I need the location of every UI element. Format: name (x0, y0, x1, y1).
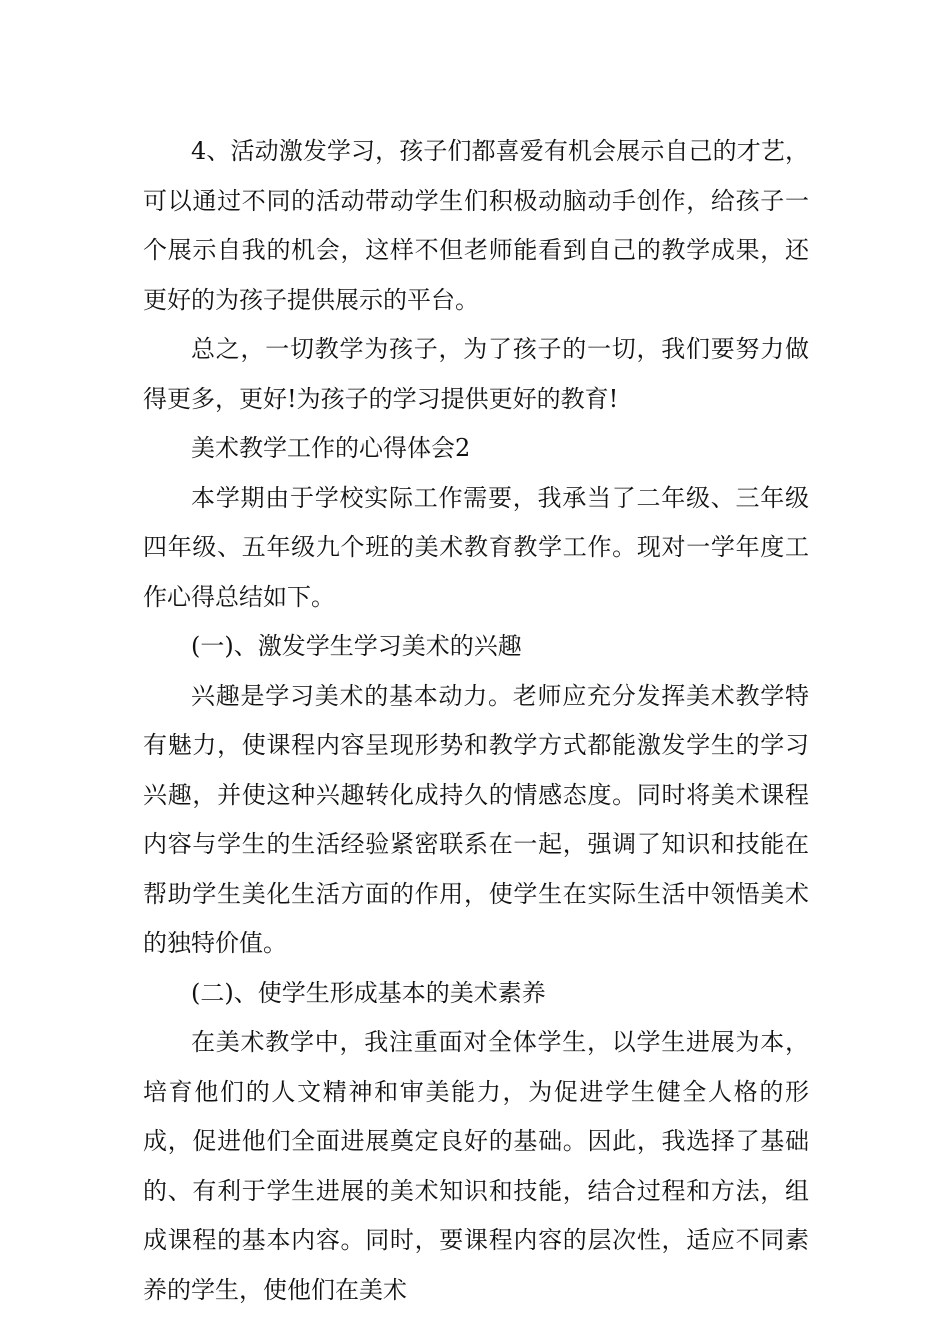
section-title: 美术教学工作的心得体会2 (191, 434, 471, 462)
paragraph-activity-learning: 4、活动激发学习，孩子们都喜爱有机会展示自己的才艺，可以通过不同的活动带动学生们积极动脑动手创作，给孩子一个展示自我的机会，这样不但老师能看到自己的教学成果，还更好的为孩子提供展示的平台。 (143, 137, 809, 314)
subheading-interest: (一)、激发学生学习美术的兴趣 (191, 632, 522, 660)
paragraph-interest: 兴趣是学习美术的基本动力。老师应充分发挥美术教学特有魅力，使课程内容呈现形势和教学方式都能激发学生的学习兴趣，并使这种兴趣转化成持久的情感态度。同时将美术课程内容与学生的生活经验紧密联系在一起，强调了知识和技能在帮助学生美化生活方面的作用，使学生在实际生活中领悟美术的独特价值。 (143, 681, 809, 957)
paragraph-literacy: 在美术教学中，我注重面对全体学生，以学生进展为本，培育他们的人文精神和审美能力，为促进学生健全人格的形成，促进他们全面进展奠定良好的基础。因此，我选择了基础的、有利于学生进展的美术知识和技能，结合过程和方法，组成课程的基本内容。同时，要课程内容的层次性，适应不同素养的学生，使他们在美术 (143, 1028, 809, 1304)
paragraph-intro: 本学期由于学校实际工作需要，我承当了二年级、三年级四年级、五年级九个班的美术教育教学工作。现对一学年度工作心得总结如下。 (143, 483, 809, 611)
paragraph-summary: 总之，一切教学为孩子，为了孩子的一切，我们要努力做得更多，更好!为孩子的学习提供更好的教育! (143, 335, 809, 413)
document-body (143, 127, 809, 1315)
subheading-literacy: (二)、使学生形成基本的美术素养 (191, 978, 546, 1007)
